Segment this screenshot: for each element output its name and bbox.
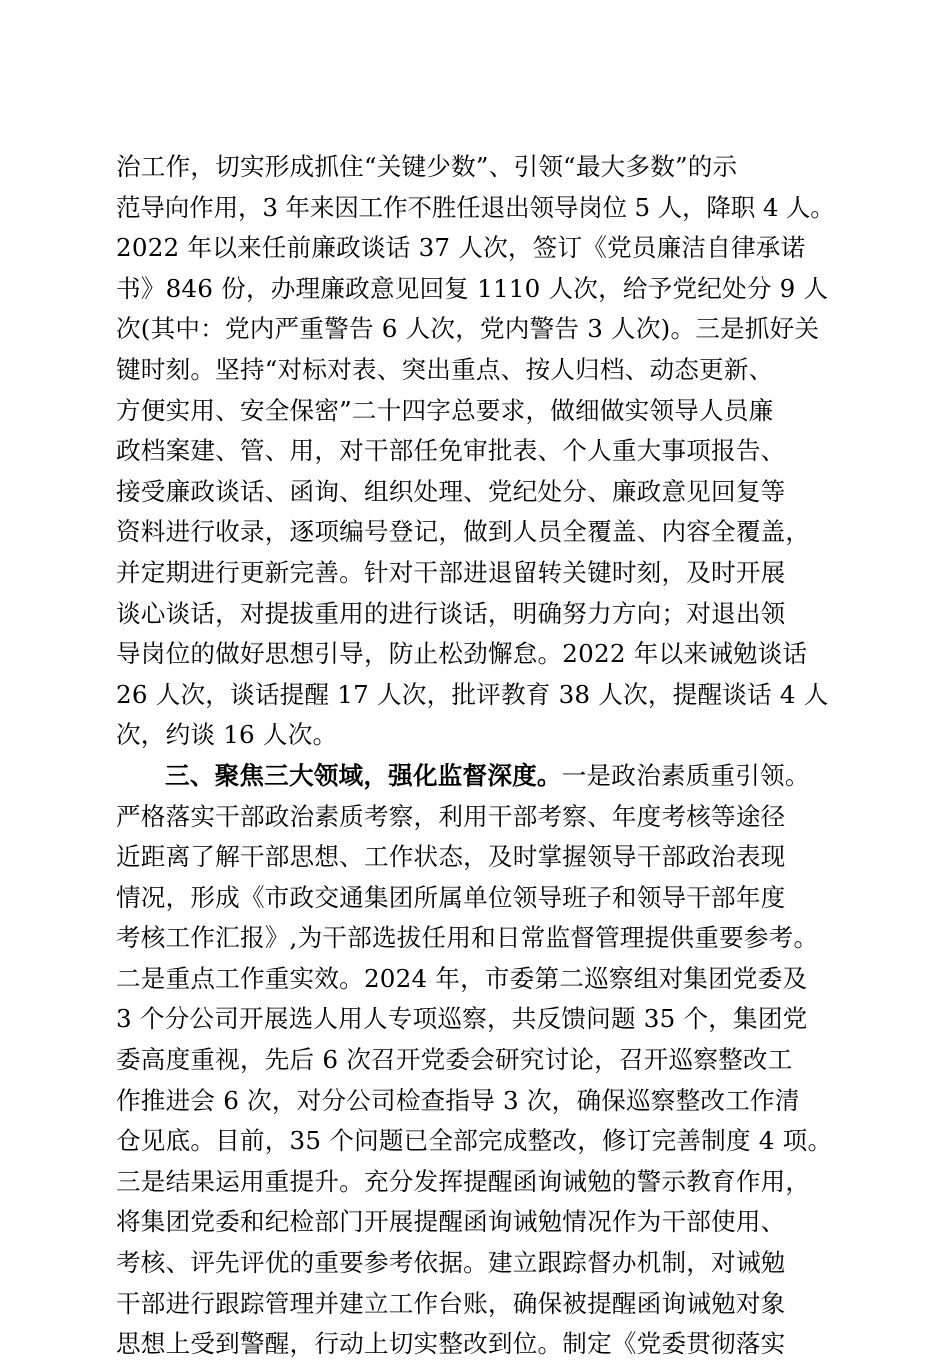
text-line: 思想上受到警醒，行动上切实整改到位。制定《党委贯彻落实 bbox=[116, 1329, 786, 1359]
text-line: 书》846 份，办理廉政意见回复 1110 人次，给予党纪处分 9 人 bbox=[116, 273, 829, 303]
text-line: 接受廉政谈话、函询、组织处理、党纪处分、廉政意见回复等 bbox=[116, 476, 786, 506]
paragraph-cadre-supervision bbox=[116, 147, 840, 756]
text-line: 干部进行跟踪管理并建立工作台账，确保被提醒函询诫勉对象 bbox=[116, 1288, 786, 1318]
text-line: 26 人次，谈话提醒 17 人次，批评教育 38 人次，提醒谈话 4 人 bbox=[116, 679, 829, 709]
section-heading: 三、聚焦三大领域，强化监督深度。 bbox=[165, 760, 562, 790]
text-line: 将集团党委和纪检部门开展提醒函询诫勉情况作为干部使用、 bbox=[116, 1207, 786, 1237]
paragraph-three-areas bbox=[116, 756, 840, 1365]
text-line: 三是结果运用重提升。充分发挥提醒函询诫勉的警示教育作用， bbox=[116, 1166, 811, 1196]
text-line: 情况，形成《市政交通集团所属单位领导班子和领导干部年度 bbox=[116, 882, 786, 912]
text-line: 2022 年以来任前廉政谈话 37 人次，签订《党员廉洁自律承诺 bbox=[116, 233, 806, 263]
text-line: 二是重点工作重实效。2024 年，市委第二巡察组对集团党委及 bbox=[116, 963, 808, 993]
text-line: 导岗位的做好思想引导，防止松劲懈怠。2022 年以来诫勉谈话 bbox=[116, 639, 808, 669]
text-line: 资料进行收录，逐项编号登记，做到人员全覆盖、内容全覆盖， bbox=[116, 517, 811, 547]
text-line: 范导向作用，3 年来因工作不胜任退出领导岗位 5 人，降职 4 人。 bbox=[116, 192, 835, 222]
text-line: 方便实用、安全保密”二十四字总要求，做细做实领导人员廉 bbox=[116, 395, 774, 425]
text-line: 并定期进行更新完善。针对干部进退留转关键时刻，及时开展 bbox=[116, 557, 786, 587]
text-line: 作推进会 6 次，对分公司检查指导 3 次，确保巡察整改工作清 bbox=[116, 1085, 800, 1115]
text-line: 严格落实干部政治素质考察，利用干部考察、年度考核等途径 bbox=[116, 801, 786, 831]
text-line: 委高度重视，先后 6 次召开党委会研究讨论，召开巡察整改工 bbox=[116, 1045, 793, 1075]
text-line: 次(其中：党内严重警告 6 人次，党内警告 3 人次)。三是抓好关 bbox=[116, 314, 820, 344]
text-line: 仓见底。目前，35 个问题已全部完成整改，修订完善制度 4 项。 bbox=[116, 1126, 833, 1156]
text-run: 一是政治素质重引领。 bbox=[561, 760, 810, 790]
text-line: 治工作，切实形成抓住“关键少数”、引领“最大多数”的示 bbox=[116, 152, 738, 181]
text-line: 政档案建、管、用，对干部任免审批表、个人重大事项报告、 bbox=[116, 436, 786, 466]
text-line: 考核、评先评优的重要参考依据。建立跟踪督办机制，对诫勉 bbox=[116, 1248, 786, 1278]
text-line: 次，约谈 16 人次。 bbox=[116, 720, 338, 750]
text-line: 键时刻。坚持“对标对表、突出重点、按人归档、动态更新、 bbox=[116, 354, 774, 384]
text-line: 3 个分公司开展选人用人专项巡察，共反馈问题 35 个，集团党 bbox=[116, 1004, 808, 1034]
document-page bbox=[116, 147, 840, 1365]
text-line: 考核工作汇报》,为干部选拔任用和日常监督管理提供重要参考。 bbox=[116, 923, 819, 953]
paragraph-first-line bbox=[116, 756, 840, 797]
text-line: 谈心谈话，对提拔重用的进行谈话，明确努力方向；对退出领 bbox=[116, 598, 786, 628]
text-line: 近距离了解干部思想、工作状态，及时掌握领导干部政治表现 bbox=[116, 842, 786, 872]
